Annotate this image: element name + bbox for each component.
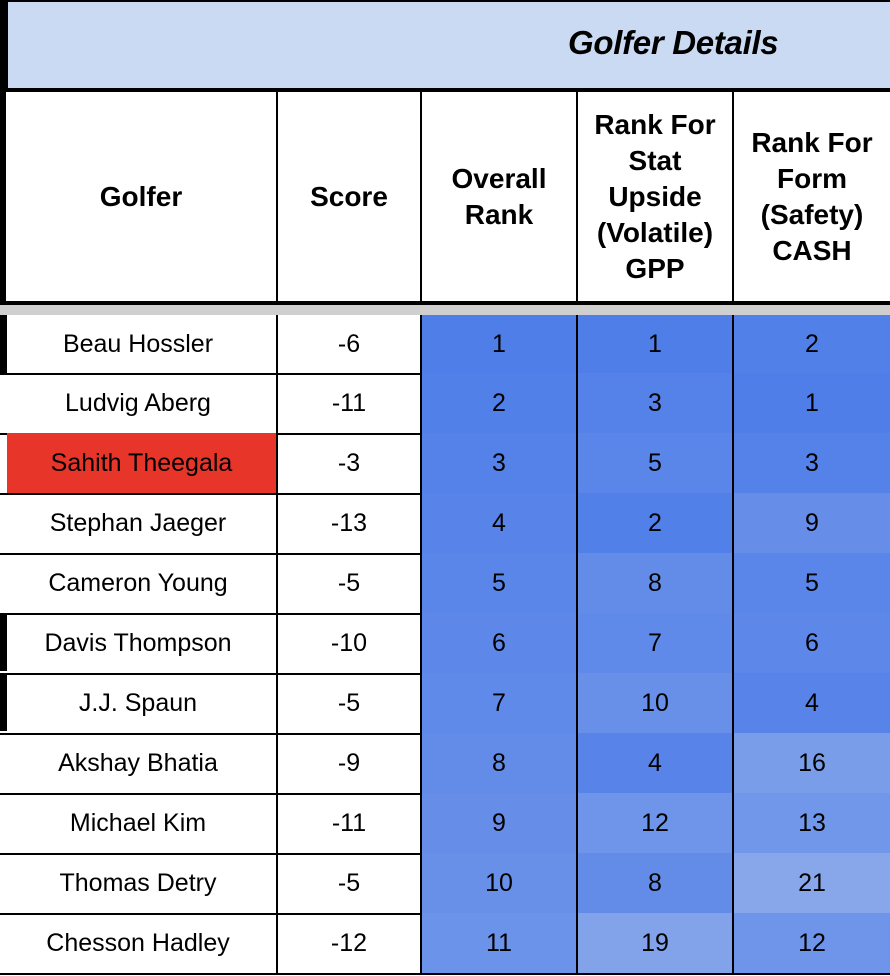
golfer-name-cell[interactable]: Cameron Young — [0, 553, 278, 613]
table-row — [0, 853, 890, 915]
score-cell[interactable]: -6 — [278, 315, 422, 373]
table-row — [0, 553, 890, 615]
score-cell[interactable]: -5 — [278, 553, 422, 613]
golfer-name-cell[interactable]: J.J. Spaun — [0, 673, 278, 733]
overall-rank-cell[interactable]: 4 — [422, 493, 578, 553]
overall-rank-cell[interactable]: 3 — [422, 433, 578, 493]
score-cell[interactable]: -10 — [278, 613, 422, 673]
table-row — [0, 315, 890, 375]
score-cell[interactable]: -3 — [278, 433, 422, 493]
overall-rank-cell[interactable]: 7 — [422, 673, 578, 733]
form-rank-cell[interactable]: 16 — [734, 733, 890, 793]
score-cell[interactable]: -5 — [278, 853, 422, 913]
table-row — [0, 493, 890, 555]
table-header-row — [0, 88, 890, 305]
score-cell[interactable]: -11 — [278, 793, 422, 853]
stat-rank-cell[interactable]: 19 — [578, 913, 734, 973]
golfer-name-cell[interactable]: Chesson Hadley — [0, 913, 278, 973]
table-row — [0, 373, 890, 435]
stat-rank-cell[interactable]: 4 — [578, 733, 734, 793]
form-rank-cell[interactable]: 13 — [734, 793, 890, 853]
table-title: Golfer Details — [568, 24, 779, 61]
table-row — [0, 913, 890, 975]
golfer-name-cell[interactable]: Beau Hossler — [0, 315, 278, 373]
score-cell[interactable]: -13 — [278, 493, 422, 553]
score-cell[interactable]: -5 — [278, 673, 422, 733]
table-row — [0, 793, 890, 855]
overall-rank-cell[interactable]: 6 — [422, 613, 578, 673]
form-rank-cell[interactable]: 9 — [734, 493, 890, 553]
golfer-name-cell[interactable]: Thomas Detry — [0, 853, 278, 913]
golfer-name-cell[interactable]: Akshay Bhatia — [0, 733, 278, 793]
column-header-golfer[interactable]: Golfer — [6, 92, 278, 301]
form-rank-cell[interactable]: 21 — [734, 853, 890, 913]
row-edge-marker — [0, 315, 7, 373]
table-row — [0, 733, 890, 795]
stat-rank-cell[interactable]: 10 — [578, 673, 734, 733]
golfer-name-cell[interactable]: Ludvig Aberg — [0, 373, 278, 433]
form-rank-cell[interactable]: 3 — [734, 433, 890, 493]
stat-rank-cell[interactable]: 2 — [578, 493, 734, 553]
form-rank-cell[interactable]: 4 — [734, 673, 890, 733]
form-rank-cell[interactable]: 12 — [734, 913, 890, 973]
form-rank-cell[interactable]: 1 — [734, 373, 890, 433]
overall-rank-cell[interactable]: 9 — [422, 793, 578, 853]
table-row — [0, 433, 890, 495]
stat-rank-cell[interactable]: 5 — [578, 433, 734, 493]
score-cell[interactable]: -11 — [278, 373, 422, 433]
golfer-name-cell[interactable]: Davis Thompson — [0, 613, 278, 673]
stat-rank-cell[interactable]: 7 — [578, 613, 734, 673]
row-edge-marker — [0, 673, 7, 731]
stat-rank-cell[interactable]: 8 — [578, 853, 734, 913]
form-rank-cell[interactable]: 2 — [734, 315, 890, 373]
stat-rank-cell[interactable]: 3 — [578, 373, 734, 433]
score-cell[interactable]: -12 — [278, 913, 422, 973]
overall-rank-cell[interactable]: 2 — [422, 373, 578, 433]
column-header-score[interactable]: Score — [278, 92, 422, 301]
overall-rank-cell[interactable]: 10 — [422, 853, 578, 913]
row-edge-marker — [0, 613, 7, 671]
sheet-banner — [0, 0, 890, 88]
column-header-overall-rank[interactable]: Overall Rank — [422, 92, 578, 301]
form-rank-cell[interactable]: 5 — [734, 553, 890, 613]
stat-rank-cell[interactable]: 8 — [578, 553, 734, 613]
stat-rank-cell[interactable]: 12 — [578, 793, 734, 853]
form-rank-cell[interactable]: 6 — [734, 613, 890, 673]
golfer-name-cell[interactable]: Stephan Jaeger — [0, 493, 278, 553]
overall-rank-cell[interactable]: 8 — [422, 733, 578, 793]
overall-rank-cell[interactable]: 5 — [422, 553, 578, 613]
header-divider — [0, 305, 890, 315]
overall-rank-cell[interactable]: 1 — [422, 315, 578, 373]
table-row — [0, 613, 890, 675]
column-header-stat-rank[interactable]: Rank For Stat Upside (Volatile) GPP — [578, 92, 734, 301]
column-header-form-rank[interactable]: Rank For Form (Safety) CASH — [751, 126, 873, 266]
score-cell[interactable]: -9 — [278, 733, 422, 793]
stat-rank-cell[interactable]: 1 — [578, 315, 734, 373]
table-row — [0, 673, 890, 735]
overall-rank-cell[interactable]: 11 — [422, 913, 578, 973]
golfer-name-cell[interactable]: Michael Kim — [0, 793, 278, 853]
golfer-name-cell[interactable]: Sahith Theegala — [7, 433, 278, 493]
